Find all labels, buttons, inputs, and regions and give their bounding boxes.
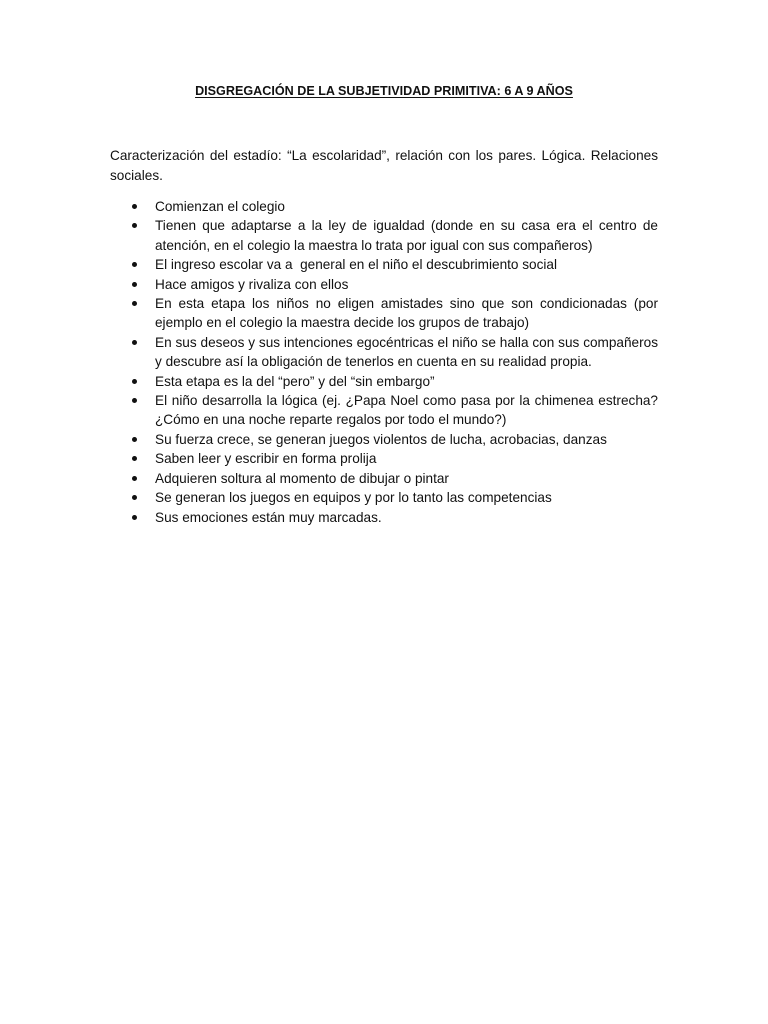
bullet-icon: [132, 223, 137, 228]
bullet-icon: [132, 379, 137, 384]
list-item: [110, 508, 658, 527]
list-item: [110, 333, 658, 372]
bullet-icon: [132, 476, 137, 481]
document-title: DISGREGACIÓN DE LA SUBJETIVIDAD PRIMITIVA: 6 A 9 AÑOS: [195, 84, 573, 98]
list-item: [110, 391, 658, 430]
bullet-icon: [132, 398, 137, 403]
bullet-icon: [132, 262, 137, 267]
list-item: [110, 449, 658, 468]
bullet-icon: [132, 495, 137, 500]
intro-paragraph: Caracterización del estadío: “La escolaridad”, relación con los pares. Lógica. Relaciones sociales.: [110, 148, 658, 183]
bullet-icon: [132, 204, 137, 209]
list-item-text: Hace amigos y rivaliza con ellos: [155, 276, 349, 292]
list-item: [110, 430, 658, 449]
list-item: [110, 197, 658, 216]
list-item-text: En sus deseos y sus intenciones egocéntricas el niño se halla con sus compañeros y descubre así la obligación de tenerlos en cuenta en su realidad propia.: [155, 334, 658, 370]
list-item-text: Saben leer y escribir en forma prolija: [155, 451, 377, 467]
bullet-icon: [132, 340, 137, 345]
list-item-text: En esta etapa los niños no eligen amistades sino que son condicionadas (por ejemplo en el colegio la maestra decide los grupos de trabajo): [155, 296, 658, 331]
list-item: [110, 372, 658, 391]
list-item: [110, 294, 658, 333]
list-item-text: Su fuerza crece, se generan juegos violentos de lucha, acrobacias, danzas: [155, 431, 607, 447]
list-item-text: Se generan los juegos en equipos y por lo tanto las competencias: [155, 490, 552, 506]
bullet-icon: [132, 515, 137, 520]
bullet-icon: [132, 282, 137, 287]
list-item-text: Comienzan el colegio: [155, 199, 285, 214]
bullet-icon: [132, 456, 137, 461]
list-item: [110, 275, 658, 294]
bullet-icon: [132, 301, 137, 306]
list-item: [110, 469, 658, 488]
list-item: [110, 488, 658, 507]
list-item-text: Sus emociones están muy marcadas.: [155, 509, 382, 525]
bullet-icon: [132, 437, 137, 442]
list-item-text: El niño desarrolla la lógica (ej. ¿Papa Noel como pasa por la chimenea estrecha? ¿Cómo en una noche reparte regalos por todo el mundo?): [155, 393, 658, 428]
list-item-text: El ingreso escolar va a general en el niño el descubrimiento social: [155, 257, 557, 273]
bullet-list: [110, 197, 658, 527]
list-item-text: Tienen que adaptarse a la ley de igualdad (donde en su casa era el centro de atención, en el colegio la maestra lo trata por igual con sus compañeros): [155, 218, 658, 253]
list-item-text: Adquieren soltura al momento de dibujar o pintar: [155, 470, 449, 486]
list-item: [110, 216, 658, 255]
list-item-text: Esta etapa es la del “pero” y del “sin embargo”: [155, 373, 435, 389]
list-item: [110, 255, 658, 274]
